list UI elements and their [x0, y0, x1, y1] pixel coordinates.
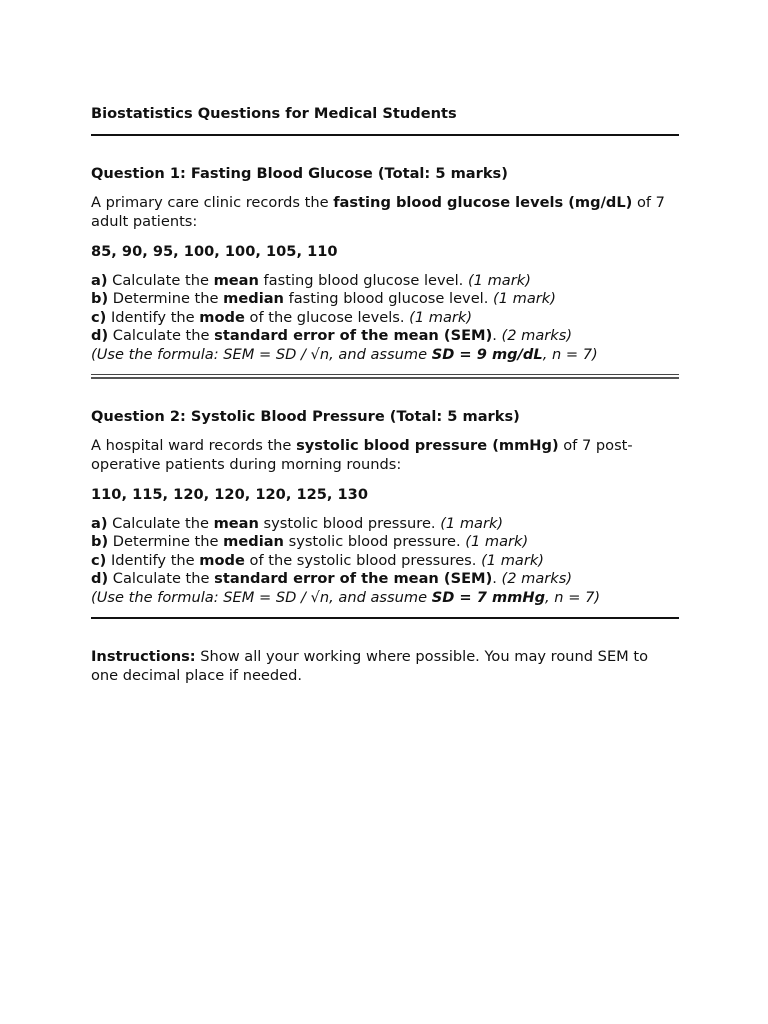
part-term: mean [213, 272, 259, 289]
formula-text: (Use the formula: SEM = SD / √n, and assume [91, 588, 432, 606]
document-content [91, 104, 679, 685]
part-text: systolic blood pressure. [283, 533, 466, 551]
part-label: c) [91, 308, 107, 326]
section-divider [91, 374, 679, 379]
part-term: mode [199, 308, 245, 326]
part-text: of the systolic blood pressures. [244, 551, 482, 569]
question-1-section [91, 164, 679, 379]
instructions-text: Show all your working where possible. You may round SEM to one decimal place if needed. [91, 648, 649, 685]
question-1-data-values: 85, 90, 95, 100, 100, 105, 110 [91, 243, 338, 260]
part-text: Calculate the [107, 272, 214, 289]
part-marks: (1 mark) [440, 515, 504, 533]
part-marks: (2 marks) [501, 327, 573, 345]
part-marks: (1 mark) [467, 272, 531, 289]
question-2-intro [91, 437, 679, 474]
question-2-intro-pre: A hospital ward records the [91, 437, 297, 455]
formula-text: , n = 7) [545, 588, 601, 606]
part-marks: (2 marks) [501, 570, 573, 588]
question-1-formula-note [91, 346, 679, 364]
formula-text: , n = 7) [542, 345, 598, 363]
title-divider [91, 134, 679, 136]
part-marks: (1 mark) [465, 533, 529, 551]
part-label: d) [91, 327, 109, 345]
part-text: Identify the [106, 308, 200, 326]
question-2-heading: Question 2: Systolic Blood Pressure (Total: 5 marks) [91, 408, 520, 426]
part-text: systolic blood pressure. [258, 515, 441, 533]
question-1-part-d [91, 327, 679, 345]
part-label: a) [91, 272, 108, 289]
question-2-intro-measure: systolic blood pressure (mmHg) [296, 437, 559, 455]
part-text: . [492, 327, 502, 345]
part-text: Calculate the [108, 327, 215, 345]
question-2-section [91, 407, 679, 619]
instructions-label: Instructions: [91, 648, 196, 666]
question-2-part-b [91, 533, 679, 551]
question-2-formula-note [91, 589, 679, 607]
part-text: Determine the [108, 290, 224, 308]
question-2-intro-post: of 7 post-operative patients during morning rounds: [91, 437, 633, 473]
part-label: b) [91, 533, 109, 551]
part-text: fasting blood glucose level. [283, 290, 494, 308]
part-label: b) [91, 290, 109, 308]
question-1-intro-measure: fasting blood glucose levels (mg/dL) [333, 194, 633, 211]
question-1-part-a [91, 272, 679, 290]
part-marks: (1 mark) [493, 290, 556, 308]
section-divider [91, 617, 679, 619]
part-term: median [223, 533, 284, 551]
part-term: median [223, 290, 284, 308]
part-term: standard error of the mean (SEM) [214, 570, 493, 588]
part-text: Identify the [106, 551, 200, 569]
question-2-data-values: 110, 115, 120, 120, 120, 125, 130 [91, 486, 368, 504]
question-2-part-a [91, 515, 679, 533]
part-label: d) [91, 570, 109, 588]
part-label: a) [91, 515, 108, 533]
question-2-parts [91, 515, 679, 607]
question-2-part-c [91, 552, 679, 570]
question-1-part-c [91, 309, 679, 327]
part-marks: (1 mark) [481, 551, 544, 569]
question-1-parts [91, 272, 679, 364]
part-text: of the glucose levels. [244, 308, 410, 326]
question-2-part-d [91, 570, 679, 588]
part-term: mode [199, 551, 245, 569]
question-1-part-b [91, 290, 679, 308]
part-text: Calculate the [107, 515, 214, 533]
part-text: fasting blood glucose level. [258, 272, 468, 289]
question-1-intro [91, 194, 679, 231]
part-text: Determine the [108, 533, 224, 551]
part-marks: (1 mark) [409, 308, 473, 326]
part-text: . [492, 570, 502, 588]
formula-text: (Use the formula: SEM = SD / √n, and assume [91, 345, 432, 363]
question-1-intro-pre: A primary care clinic records the [91, 194, 334, 211]
part-term: standard error of the mean (SEM) [214, 327, 493, 345]
part-term: mean [213, 515, 259, 533]
document-title: Biostatistics Questions for Medical Students [91, 105, 457, 122]
part-text: Calculate the [108, 570, 215, 588]
question-1-heading: Question 1: Fasting Blood Glucose (Total: 5 marks) [91, 165, 508, 182]
part-label: c) [91, 551, 107, 569]
formula-sd-value: SD = 7 mmHg [431, 588, 546, 606]
question-1-intro-post: of 7 adult patients: [91, 194, 665, 230]
formula-sd-value: SD = 9 mg/dL [431, 345, 543, 363]
instructions-paragraph [91, 647, 679, 685]
